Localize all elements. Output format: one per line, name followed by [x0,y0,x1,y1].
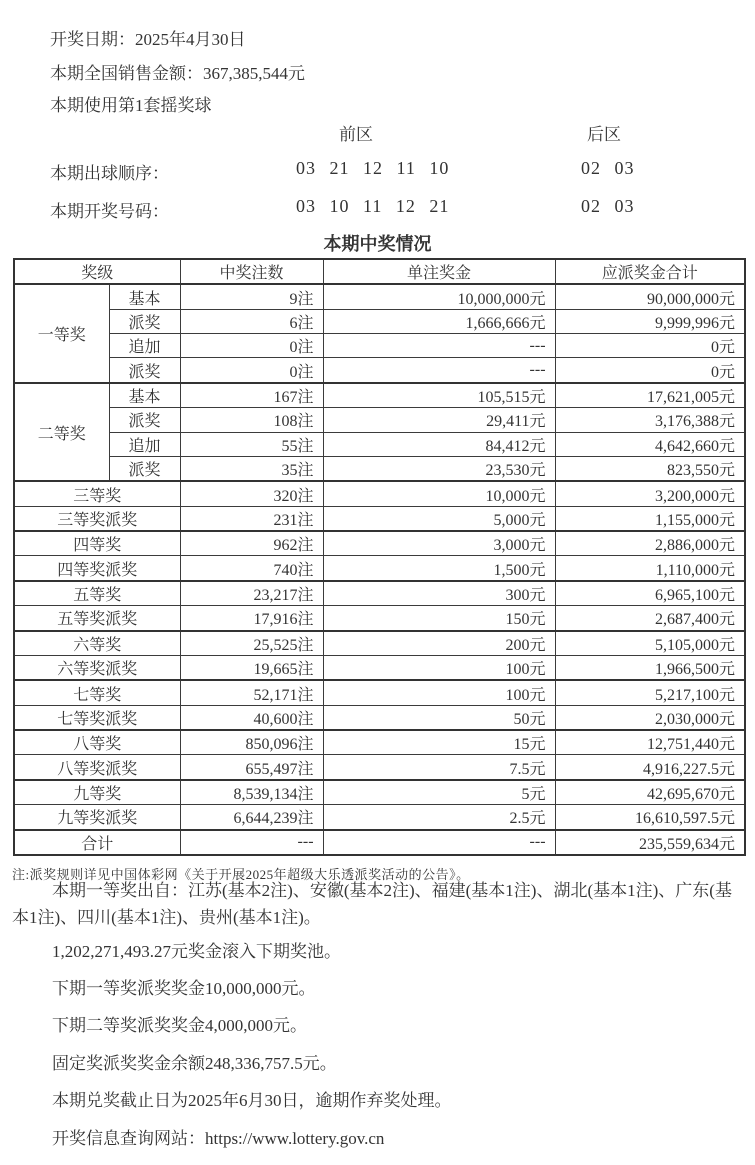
table-row [14,481,745,506]
col-header-grade: 奖级 [14,259,180,284]
count-cell: 52,171注 [180,680,323,705]
table-row [14,531,745,556]
count-cell: 108注 [180,408,323,432]
prize-cell: 5元 [323,780,555,805]
count-cell: 167注 [180,383,323,408]
front-zone-label: 前区 [339,125,373,144]
table-row [14,383,745,408]
count-cell: 23,217注 [180,581,323,606]
table-row [14,730,745,755]
ball-order-back-numbers: 02 03 [581,158,635,178]
subtype-cell: 追加 [109,334,180,358]
grade-cell: 九等奖派奖 [14,805,180,830]
table-row [14,780,745,805]
next-first-prize-paragraph: 下期一等奖派奖奖金10,000,000元。 [52,979,316,998]
total-cell: 0元 [555,334,745,358]
table-row [14,606,745,631]
draw-date-line: 开奖日期：2025年4月30日 [50,30,246,49]
total-cell: 5,217,100元 [555,680,745,705]
grade-cell: 七等奖 [14,680,180,705]
total-row [14,830,745,855]
fixed-prize-balance-paragraph: 固定奖派奖奖金余额248,336,757.5元。 [52,1054,337,1073]
table-row [14,506,745,531]
grade-cell: 七等奖派奖 [14,705,180,730]
grade-cell: 四等奖 [14,531,180,556]
prize-table-title: 本期中奖情况 [323,234,432,254]
count-cell: 231注 [180,506,323,531]
total-cell: 2,886,000元 [555,531,745,556]
prize-cell: 10,000,000元 [323,284,555,309]
count-cell: 19,665注 [180,655,323,680]
prize-cell: 2.5元 [323,805,555,830]
table-row [14,284,745,309]
back-zone-label: 后区 [587,125,621,144]
prize-cell: 29,411元 [323,408,555,432]
redeem-deadline-paragraph: 本期兑奖截止日为2025年6月30日，逾期作弃奖处理。 [52,1091,452,1110]
count-cell: 9注 [180,284,323,309]
total-cell: 16,610,597.5元 [555,805,745,830]
total-cell: 235,559,634元 [555,830,745,855]
col-header-prize: 单注奖金 [323,259,555,284]
rule-footnote: 注:派奖规则详见中国体彩网《关于开展2025年超级大乐透派奖活动的公告》。 [12,867,470,882]
prize-cell: 150元 [323,606,555,631]
prize-cell: 7.5元 [323,755,555,780]
count-cell: 320注 [180,481,323,506]
count-cell: 962注 [180,531,323,556]
total-cell: 90,000,000元 [555,284,745,309]
table-row [14,655,745,680]
grade-cell: 八等奖派奖 [14,755,180,780]
prize-cell: --- [323,334,555,358]
total-cell: 1,110,000元 [555,556,745,581]
prize-cell: 200元 [323,631,555,656]
total-cell: 12,751,440元 [555,730,745,755]
grade-cell: 三等奖派奖 [14,506,180,531]
count-cell: 8,539,134注 [180,780,323,805]
prize-cell: 5,000元 [323,506,555,531]
count-cell: 35注 [180,456,323,481]
prize-cell: --- [323,830,555,855]
count-cell: 850,096注 [180,730,323,755]
grade-cell: 四等奖派奖 [14,556,180,581]
prize-cell: 1,666,666元 [323,309,555,333]
first-prize-origin-paragraph: 本期一等奖出自：江苏(基本2注)、安徽(基本2注)、福建(基本1注)、湖北(基本1注)、广东(基本1注)、四川(基本1注)、贵州(基本1注)。 [12,881,732,927]
prize-cell: 15元 [323,730,555,755]
prize-table-header-row [14,259,745,284]
prize-cell: --- [323,358,555,383]
table-row [14,631,745,656]
count-cell: 0注 [180,334,323,358]
grade-cell: 六等奖派奖 [14,655,180,680]
count-cell: 55注 [180,432,323,456]
prize-table [13,258,746,856]
subtype-cell: 派奖 [109,358,180,383]
grade-cell: 一等奖 [14,284,109,382]
grade-cell: 三等奖 [14,481,180,506]
table-row [14,755,745,780]
info-website-paragraph: 开奖信息查询网站：https://www.lottery.gov.cn [52,1129,385,1148]
count-cell: 17,916注 [180,606,323,631]
table-row [14,408,745,432]
prize-cell: 300元 [323,581,555,606]
col-header-count: 中奖注数 [180,259,323,284]
subtype-cell: 追加 [109,432,180,456]
winning-front-numbers: 03 10 11 12 21 [296,196,450,216]
total-cell: 1,966,500元 [555,655,745,680]
grade-cell: 八等奖 [14,730,180,755]
col-header-total: 应派奖金合计 [555,259,745,284]
table-row [14,456,745,481]
table-row [14,581,745,606]
table-row [14,309,745,333]
count-cell: 740注 [180,556,323,581]
grade-cell: 合计 [14,830,180,855]
winning-numbers-label: 本期开奖号码： [50,202,169,221]
subtype-cell: 派奖 [109,408,180,432]
prize-cell: 50元 [323,705,555,730]
total-cell: 17,621,005元 [555,383,745,408]
total-cell: 2,687,400元 [555,606,745,631]
rollover-paragraph: 1,202,271,493.27元奖金滚入下期奖池。 [52,942,341,961]
count-cell: 655,497注 [180,755,323,780]
total-cell: 5,105,000元 [555,631,745,656]
total-cell: 3,200,000元 [555,481,745,506]
ball-order-front-numbers: 03 21 12 11 10 [296,158,450,178]
ball-set-line: 本期使用第1套摇奖球 [50,96,212,115]
grade-cell: 二等奖 [14,383,109,481]
table-row [14,680,745,705]
table-row [14,432,745,456]
ball-order-label: 本期出球顺序： [50,164,169,183]
prize-cell: 100元 [323,655,555,680]
table-row [14,556,745,581]
subtype-cell: 派奖 [109,309,180,333]
prize-cell: 84,412元 [323,432,555,456]
subtype-cell: 基本 [109,383,180,408]
prize-cell: 10,000元 [323,481,555,506]
count-cell: 25,525注 [180,631,323,656]
prize-cell: 105,515元 [323,383,555,408]
grade-cell: 五等奖派奖 [14,606,180,631]
subtype-cell: 派奖 [109,456,180,481]
total-cell: 4,642,660元 [555,432,745,456]
table-row [14,358,745,383]
grade-cell: 九等奖 [14,780,180,805]
count-cell: 0注 [180,358,323,383]
sales-amount-line: 本期全国销售金额：367,385,544元 [50,64,305,83]
grade-cell: 五等奖 [14,581,180,606]
next-second-prize-paragraph: 下期二等奖派奖奖金4,000,000元。 [52,1016,307,1035]
total-cell: 2,030,000元 [555,705,745,730]
total-cell: 3,176,388元 [555,408,745,432]
subtype-cell: 基本 [109,284,180,309]
total-cell: 0元 [555,358,745,383]
winning-back-numbers: 02 03 [581,196,635,216]
total-cell: 823,550元 [555,456,745,481]
count-cell: 6注 [180,309,323,333]
prize-cell: 1,500元 [323,556,555,581]
table-row [14,705,745,730]
total-cell: 4,916,227.5元 [555,755,745,780]
total-cell: 42,695,670元 [555,780,745,805]
prize-cell: 100元 [323,680,555,705]
total-cell: 9,999,996元 [555,309,745,333]
count-cell: 6,644,239注 [180,805,323,830]
prize-cell: 23,530元 [323,456,555,481]
count-cell: 40,600注 [180,705,323,730]
count-cell: --- [180,830,323,855]
table-row [14,334,745,358]
table-row [14,805,745,830]
total-cell: 1,155,000元 [555,506,745,531]
grade-cell: 六等奖 [14,631,180,656]
total-cell: 6,965,100元 [555,581,745,606]
prize-cell: 3,000元 [323,531,555,556]
